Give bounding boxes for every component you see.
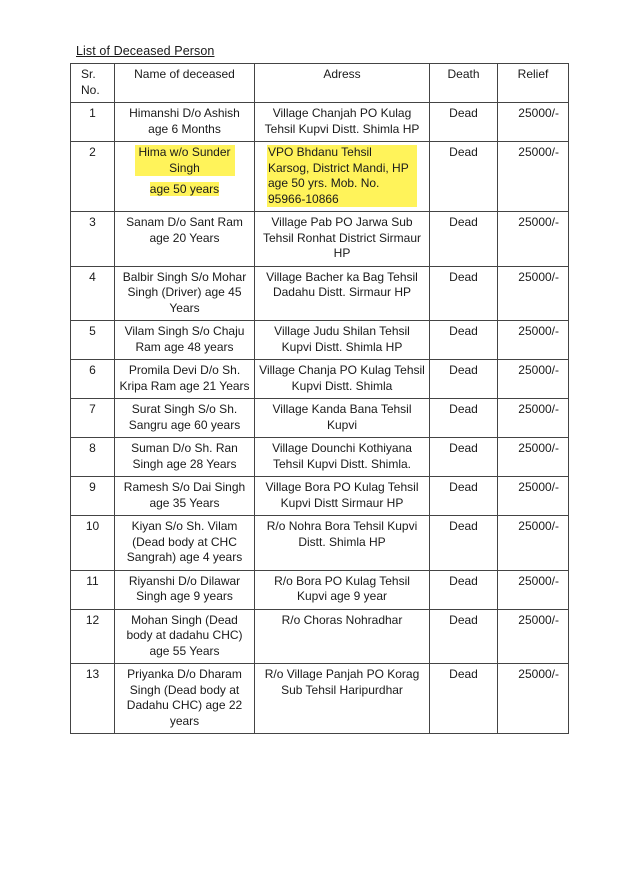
cell-name: Ramesh S/o Dai Singh age 35 Years — [115, 477, 255, 516]
highlighted-name: Hima w/o Sunder Singh — [135, 145, 235, 176]
cell-address: Village Bora PO Kulag Tehsil Kupvi Distt Sirmaur HP — [255, 477, 430, 516]
cell-death: Dead — [430, 609, 498, 664]
cell-sr: 6 — [71, 360, 115, 399]
table-row — [71, 399, 569, 438]
table-row — [71, 570, 569, 609]
cell-sr: 7 — [71, 399, 115, 438]
cell-death: Dead — [430, 103, 498, 142]
cell-relief: 25000/- — [498, 212, 569, 267]
cell-sr: 8 — [71, 438, 115, 477]
cell-name: Kiyan S/o Sh. Vilam (Dead body at CHC Sangrah) age 4 years — [115, 516, 255, 571]
document-title: List of Deceased Person — [76, 44, 215, 58]
cell-sr: 1 — [71, 103, 115, 142]
table-row — [71, 266, 569, 321]
cell-address: Village Bacher ka Bag Tehsil Dadahu Distt. Sirmaur HP — [255, 266, 430, 321]
cell-relief: 25000/- — [498, 360, 569, 399]
table-row — [71, 360, 569, 399]
cell-address: Village Chanja PO Kulag Tehsil Kupvi Distt. Shimla — [255, 360, 430, 399]
table-row — [71, 664, 569, 734]
cell-relief: 25000/- — [498, 266, 569, 321]
header-address: Adress — [255, 64, 430, 103]
cell-death: Dead — [430, 142, 498, 212]
header-relief: Relief — [498, 64, 569, 103]
cell-death: Dead — [430, 266, 498, 321]
cell-address: R/o Nohra Bora Tehsil Kupvi Distt. Shimla HP — [255, 516, 430, 571]
cell-sr: 10 — [71, 516, 115, 571]
cell-name: Riyanshi D/o Dilawar Singh age 9 years — [115, 570, 255, 609]
cell-death: Dead — [430, 399, 498, 438]
cell-name: Priyanka D/o Dharam Singh (Dead body at Dadahu CHC) age 22 years — [115, 664, 255, 734]
cell-death: Dead — [430, 516, 498, 571]
cell-address: Village Judu Shilan Tehsil Kupvi Distt. Shimla HP — [255, 321, 430, 360]
table-row — [71, 516, 569, 571]
table-row — [71, 438, 569, 477]
cell-relief: 25000/- — [498, 321, 569, 360]
cell-sr: 4 — [71, 266, 115, 321]
cell-name: Mohan Singh (Dead body at dadahu CHC) age 55 Years — [115, 609, 255, 664]
table-row — [71, 609, 569, 664]
cell-sr: 12 — [71, 609, 115, 664]
cell-address: R/o Choras Nohradhar — [255, 609, 430, 664]
header-name: Name of deceased — [115, 64, 255, 103]
table-header-row — [71, 64, 569, 103]
cell-sr: 3 — [71, 212, 115, 267]
cell-address: R/o Village Panjah PO Korag Sub Tehsil Haripurdhar — [255, 664, 430, 734]
cell-death: Dead — [430, 360, 498, 399]
cell-address: Village Pab PO Jarwa Sub Tehsil Ronhat District Sirmaur HP — [255, 212, 430, 267]
table-row — [71, 477, 569, 516]
cell-name: Vilam Singh S/o Chaju Ram age 48 years — [115, 321, 255, 360]
cell-death: Dead — [430, 438, 498, 477]
highlighted-address: VPO Bhdanu Tehsil Karsog, District Mandi, HP age 50 yrs. Mob. No. 95966-10866 — [267, 145, 417, 207]
deceased-table — [70, 63, 569, 734]
cell-name: Surat Singh S/o Sh. Sangru age 60 years — [115, 399, 255, 438]
cell-relief: 25000/- — [498, 142, 569, 212]
cell-sr: 9 — [71, 477, 115, 516]
cell-address — [255, 142, 430, 212]
cell-name: Promila Devi D/o Sh. Kripa Ram age 21 Years — [115, 360, 255, 399]
cell-death: Dead — [430, 570, 498, 609]
cell-relief: 25000/- — [498, 438, 569, 477]
cell-sr: 11 — [71, 570, 115, 609]
cell-address: Village Chanjah PO Kulag Tehsil Kupvi Distt. Shimla HP — [255, 103, 430, 142]
cell-death: Dead — [430, 321, 498, 360]
cell-relief: 25000/- — [498, 570, 569, 609]
cell-name: Balbir Singh S/o Mohar Singh (Driver) age 45 Years — [115, 266, 255, 321]
table-row — [71, 103, 569, 142]
cell-death: Dead — [430, 212, 498, 267]
cell-relief: 25000/- — [498, 516, 569, 571]
cell-name — [115, 142, 255, 212]
cell-address: R/o Bora PO Kulag Tehsil Kupvi age 9 year — [255, 570, 430, 609]
header-sr-no: Sr. No. — [71, 64, 115, 103]
highlighted-age: age 50 years — [149, 182, 220, 196]
cell-death: Dead — [430, 477, 498, 516]
cell-name: Sanam D/o Sant Ram age 20 Years — [115, 212, 255, 267]
cell-death: Dead — [430, 664, 498, 734]
cell-name: Suman D/o Sh. Ran Singh age 28 Years — [115, 438, 255, 477]
cell-relief: 25000/- — [498, 477, 569, 516]
cell-name: Himanshi D/o Ashish age 6 Months — [115, 103, 255, 142]
cell-sr: 5 — [71, 321, 115, 360]
cell-relief: 25000/- — [498, 664, 569, 734]
table-row — [71, 212, 569, 267]
cell-sr: 2 — [71, 142, 115, 212]
cell-relief: 25000/- — [498, 103, 569, 142]
cell-relief: 25000/- — [498, 609, 569, 664]
cell-address: Village Kanda Bana Tehsil Kupvi — [255, 399, 430, 438]
table-row — [71, 321, 569, 360]
cell-sr: 13 — [71, 664, 115, 734]
table-row-highlighted — [71, 142, 569, 212]
cell-relief: 25000/- — [498, 399, 569, 438]
header-death: Death — [430, 64, 498, 103]
cell-address: Village Dounchi Kothiyana Tehsil Kupvi Distt. Shimla. — [255, 438, 430, 477]
